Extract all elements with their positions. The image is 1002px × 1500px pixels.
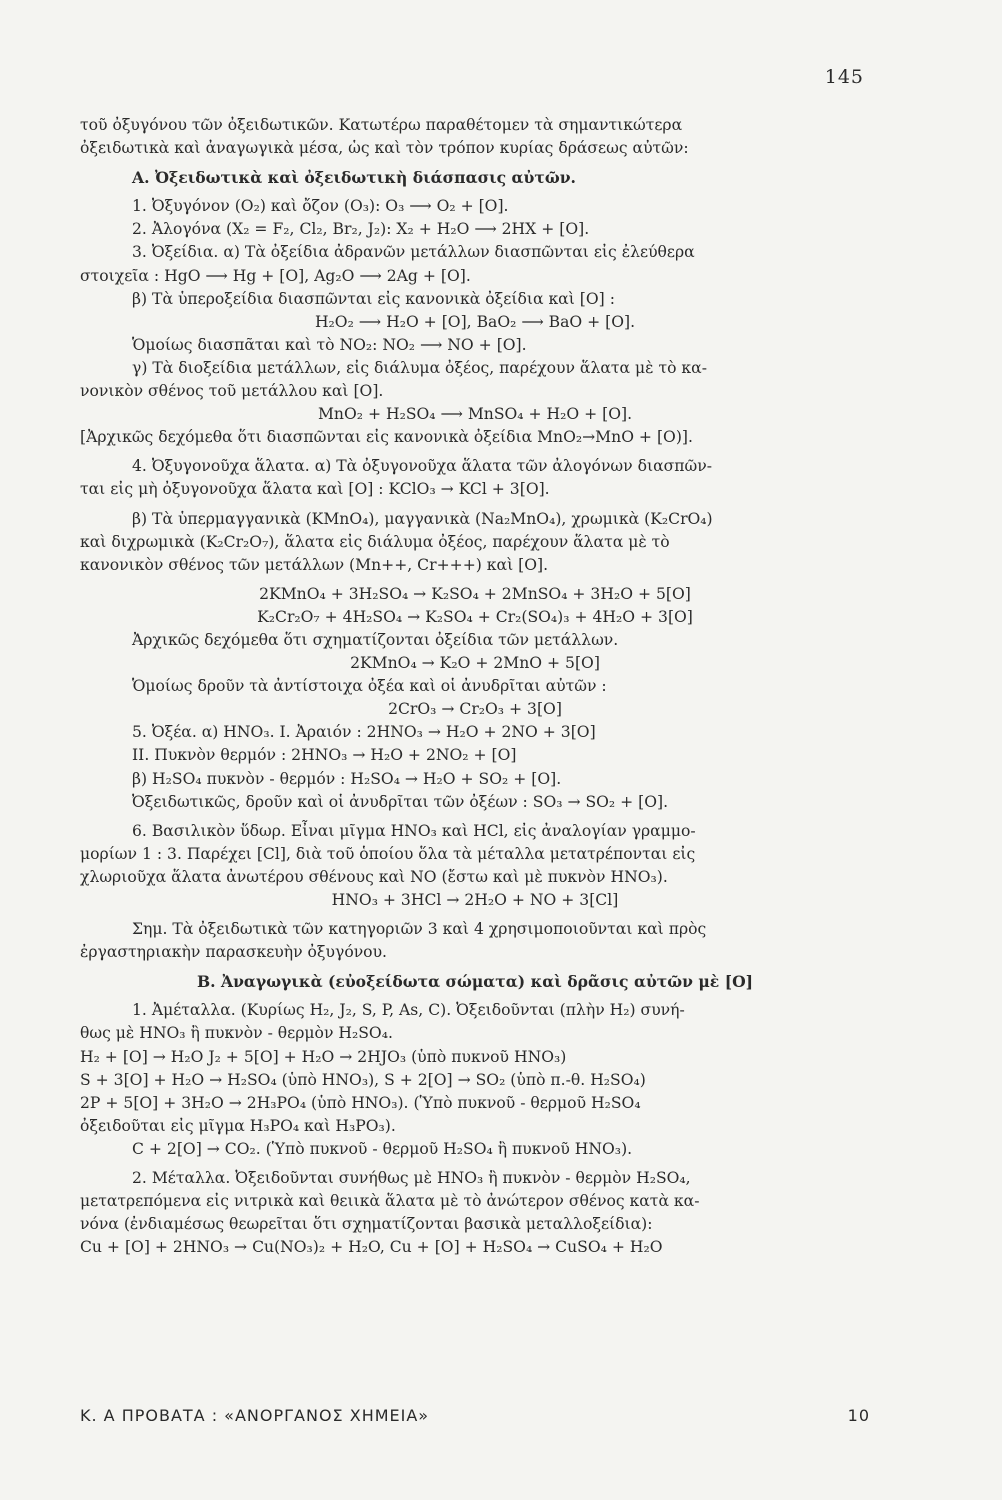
equation: 2CrO₃ → Cr₂O₃ + 3[O] [388, 700, 562, 719]
text-line: καὶ διχρωμικὰ (K₂Cr₂O₇), ἅλατα εἰς διάλυμα ὀξέος, παρέχουν ἅλατα μὲ τὸ [80, 532, 670, 551]
text-line: II. Πυκνὸν θερμόν : 2HNO₃ → H₂O + 2NO₂ + [O] [132, 746, 517, 765]
text-line: μορίων 1 : 3. Παρέχει [Cl], διὰ τοῦ ὁποίου ὅλα τὰ μέταλλα μετατρέπονται εἰς [80, 844, 696, 863]
equation: H₂O₂ ⟶ H₂O + [O], BaO₂ ⟶ BaO + [O]. [314, 312, 636, 331]
equation: H₂ + [O] → H₂O J₂ + 5[O] + H₂O → 2HJO₃ (ὑπὸ πυκνοῦ HNO₃) [80, 1047, 567, 1066]
text-line: νόνα (ἐνδιαμέσως θεωρεῖται ὅτι σχηματίζονται βασικὰ μεταλλοξείδια): [80, 1215, 653, 1234]
text-line: β) H₂SO₄ πυκνὸν - θερμόν : H₂SO₄ → H₂O + SO₂ + [O]. [132, 769, 562, 788]
text-line: Ὁμοίως δροῦν τὰ ἀντίστοιχα ὀξέα καὶ οἱ ἀνυδρῖται αὐτῶν : [132, 677, 607, 696]
text-line: ἐργαστηριακὴν παρασκευὴν ὀξυγόνου. [80, 943, 388, 962]
text-line: κανονικὸν σθένος τῶν μετάλλων (Mn++, Cr+++) καὶ [O]. [80, 555, 549, 574]
text-line: ὀξειδωτικὰ καὶ ἀναγωγικὰ μέσα, ὡς καὶ τὸν τρόπον κυρίας δράσεως αὐτῶν: [80, 139, 689, 158]
text-line: 2. Μέταλλα. Ὀξειδοῦνται συνήθως μὲ HNO₃ ἢ πυκνὸν - θερμὸν H₂SO₄, [132, 1169, 691, 1188]
page-number: 145 [824, 66, 864, 88]
text-line: [Ἀρχικῶς δεχόμεθα ὅτι διασπῶνται εἰς κανονικὰ ὀξείδια MnO₂→MnO + [O)]. [80, 428, 693, 447]
section-heading: Β. Ἀναγωγικὰ (εὐοξείδωτα σώματα) καὶ δρᾶσις αὐτῶν μὲ [O] [196, 972, 754, 992]
text-line: Ὁμοίως διασπᾶται καὶ τὸ NO₂: NO₂ ⟶ NO + [O]. [132, 335, 527, 354]
text-line: β) Τὰ ὑπερμαγγανικὰ (KMnO₄), μαγγανικὰ (Na₂MnO₄), χρωμικὰ (K₂CrO₄) [132, 509, 713, 528]
text-line: στοιχεῖα : HgO ⟶ Hg + [O], Ag₂O ⟶ 2Ag + [O]. [80, 266, 471, 285]
text-line: 4. Ὀξυγονοῦχα ἅλατα. α) Τὰ ὀξυγονοῦχα ἅλατα τῶν ἀλογόνων διασπῶν- [132, 457, 712, 476]
text-line: ὀξειδοῦται εἰς μῖγμα H₃PO₄ καὶ H₃PO₃). [80, 1116, 396, 1135]
text-line: β) Τὰ ὑπεροξείδια διασπῶνται εἰς κανονικὰ ὀξείδια καὶ [O] : [132, 289, 615, 308]
text-line: 6. Βασιλικὸν ὕδωρ. Εἶναι μῖγμα HNO₃ καὶ HCl, εἰς ἀναλογίαν γραμμο- [132, 821, 696, 840]
text-line: ται εἰς μὴ ὀξυγονοῦχα ἅλατα καὶ [O] : KClO₃ → KCl + 3[O]. [80, 480, 550, 499]
text-line: 3. Ὀξείδια. α) Τὰ ὀξείδια ἀδρανῶν μετάλλων διασπῶνται εἰς ἐλεύθερα [132, 243, 695, 262]
footer-book-title: Κ. Α ΠΡΟΒΑΤΑ : «ΑΝΟΡΓΑΝΟΣ ΧΗΜΕΙΑ» [80, 1406, 430, 1425]
footer-signature-number: 10 [847, 1406, 870, 1425]
equation: 2KMnO₄ → K₂O + 2MnO + 5[O] [350, 654, 600, 673]
text-line: τοῦ ὀξυγόνου τῶν ὀξειδωτικῶν. Κατωτέρω παραθέτομεν τὰ σημαντικώτερα [80, 116, 683, 134]
text-line: χλωριοῦχα ἅλατα ἀνωτέρου σθένους καὶ NO (ἔστω καὶ μὲ πυκνὸν HNO₃). [80, 867, 668, 886]
text-line: Σημ. Τὰ ὀξειδωτικὰ τῶν κατηγοριῶν 3 καὶ 4 χρησιμοποιοῦνται καὶ πρὸς [132, 920, 707, 939]
equation: Cu + [O] + 2HNO₃ → Cu(NO₃)₂ + H₂O, Cu + [O] + H₂SO₄ → CuSO₄ + H₂O [80, 1238, 663, 1257]
equation: HNO₃ + 3HCl → 2H₂O + NO + 3[Cl] [331, 891, 619, 909]
equation: MnO₂ + H₂SO₄ ⟶ MnSO₄ + H₂O + [O]. [317, 405, 633, 424]
equation: 2P + 5[O] + 3H₂O → 2H₃PO₄ (ὑπὸ HNO₃). (Ὑπὸ πυκνοῦ - θερμοῦ H₂SO₄ [80, 1093, 641, 1112]
text-line: γ) Τὰ διοξείδια μετάλλων, εἰς διάλυμα ὀξέος, παρέχουν ἅλατα μὲ τὸ κα- [132, 358, 707, 377]
text-line: 5. Ὀξέα. α) HNO₃. I. Ἀραιόν : 2HNO₃ → H₂O + 2NO + 3[O] [132, 723, 596, 742]
text-line: 1. Ὀξυγόνον (O₂) καὶ ὄζον (O₃): O₃ ⟶ O₂ + [O]. [132, 197, 509, 216]
equation: S + 3[O] + H₂O → H₂SO₄ (ὑπὸ HNO₃), S + 2[O] → SO₂ (ὑπὸ π.-θ. H₂SO₄) [80, 1070, 646, 1089]
text-line: 2. Ἀλογόνα (X₂ = F₂, Cl₂, Br₂, J₂): X₂ + H₂O ⟶ 2HX + [O]. [132, 220, 590, 239]
text-line: 1. Ἀμέταλλα. (Κυρίως H₂, J₂, S, P, As, C). Ὀξειδοῦνται (πλὴν H₂) συνή- [132, 1001, 685, 1020]
equation: C + 2[O] → CO₂. (Ὑπὸ πυκνοῦ - θερμοῦ H₂SO₄ ἢ πυκνοῦ HNO₃). [132, 1139, 633, 1158]
text-line: νονικὸν σθένος τοῦ μετάλλου καὶ [O]. [80, 382, 384, 401]
text-line: Ὀξειδωτικῶς, δροῦν καὶ οἱ ἀνυδρῖται τῶν ὀξέων : SO₃ → SO₂ + [O]. [132, 792, 669, 811]
section-heading: Α. Ὀξειδωτικὰ καὶ ὀξειδωτικὴ διάσπασις αὐτῶν. [132, 168, 576, 188]
equation: 2KMnO₄ + 3H₂SO₄ → K₂SO₄ + 2MnSO₄ + 3H₂O + 5[O] [259, 584, 691, 603]
text-line: μετατρεπόμενα εἰς νιτρικὰ καὶ θειικὰ ἅλατα μὲ τὸ ἀνώτερον σθένος κατὰ κα- [80, 1192, 700, 1211]
text-line: Ἀρχικῶς δεχόμεθα ὅτι σχηματίζονται ὀξείδια τῶν μετάλλων. [132, 630, 619, 649]
page-body [80, 114, 870, 1259]
text-line: θως μὲ HNO₃ ἢ πυκνὸν - θερμὸν H₂SO₄. [80, 1024, 393, 1043]
equation: K₂Cr₂O₇ + 4H₂SO₄ → K₂SO₄ + Cr₂(SO₄)₃ + 4H₂O + 3[O] [257, 607, 693, 626]
